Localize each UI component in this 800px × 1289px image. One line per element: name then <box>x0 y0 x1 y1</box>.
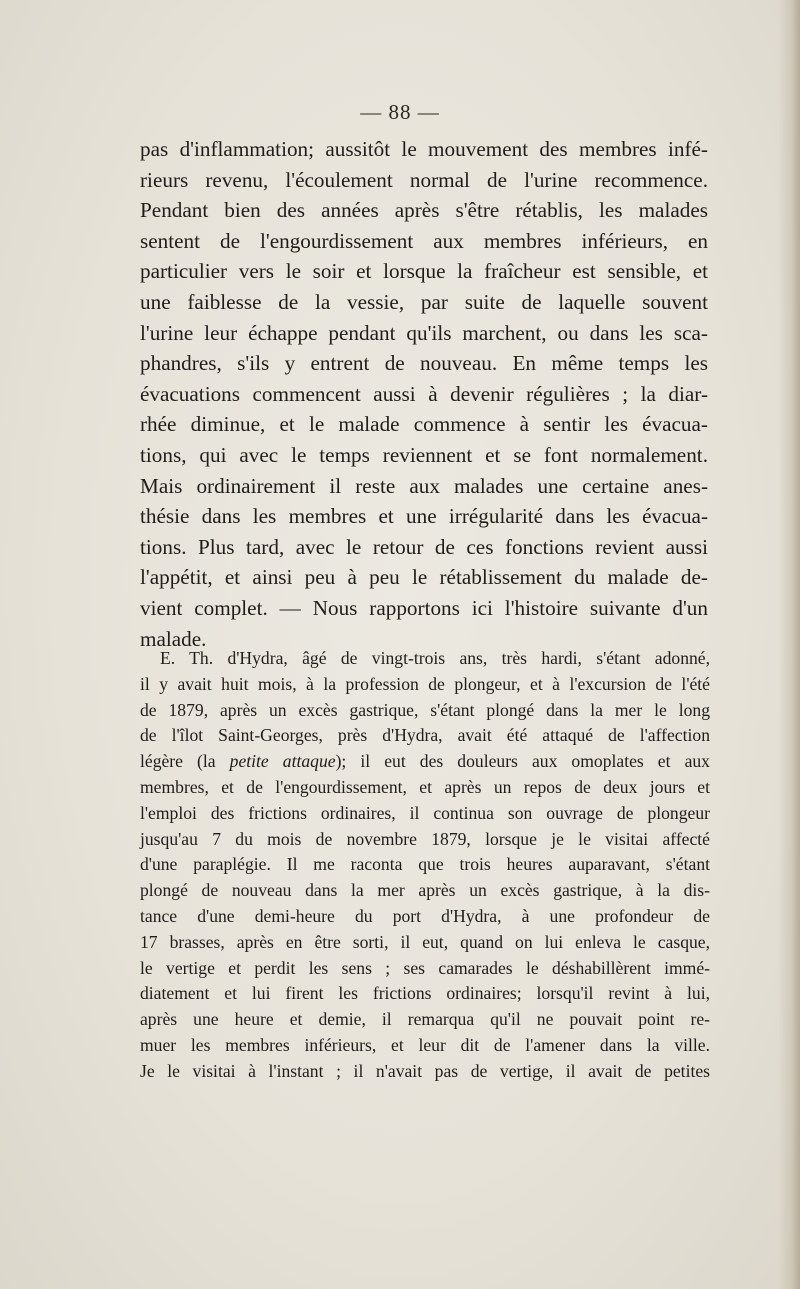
case-line: de l'îlot Saint-Georges, près d'Hydra, avait été attaqué de l'affection <box>140 725 710 746</box>
text-line: rieurs revenu, l'écoulement normal de l'urine recommence. <box>140 167 708 192</box>
text-line: rhée diminue, et le malade commence à sentir les évacua- <box>140 412 708 437</box>
page-edge-shadow <box>778 0 800 1289</box>
text-line: Pendant bien des années après s'être rétablis, les malades <box>140 198 708 223</box>
text-line: l'urine leur échappe pendant qu'ils marchent, ou dans les sca- <box>140 320 708 345</box>
text-line: une faiblesse de la vessie, par suite de laquelle souvent <box>140 289 708 314</box>
text-line: vient complet. — Nous rapportons ici l'histoire suivante d'un <box>140 595 708 620</box>
text-line: sentent de l'engourdissement aux membres inférieurs, en <box>140 228 708 253</box>
text-line: tions. Plus tard, avec le retour de ces fonctions revient aussi <box>140 534 708 559</box>
case-line: 17 brasses, après en être sorti, il eut, quand on lui enleva le casque, <box>140 931 710 952</box>
case-line-text: légère (la <box>140 751 230 772</box>
case-line: diatement et lui firent les frictions ordinaires; lorsqu'il revint à lui, <box>140 983 710 1004</box>
text-line: évacuations commencent aussi à devenir régulières ; la diar- <box>140 381 708 406</box>
text-line: pas d'inflammation; aussitôt le mouvement des membres infé- <box>140 137 708 161</box>
case-line: tance d'une demi-heure du port d'Hydra, à une profondeur de <box>140 905 710 926</box>
main-paragraph <box>140 134 708 654</box>
text-line: thésie dans les membres et une irrégularité dans les évacua- <box>140 504 708 529</box>
case-line: après une heure et demie, il remarqua qu'il ne pouvait point re- <box>140 1009 710 1030</box>
text-line: tions, qui avec le temps reviennent et se font normalement. <box>140 442 708 467</box>
case-line: le vertige et perdit les sens ; ses camarades le déshabillèrent immé- <box>140 957 710 978</box>
text-line: phandres, s'ils y entrent de nouveau. En même temps les <box>140 351 708 376</box>
case-line: de 1879, après un excès gastrique, s'étant plongé dans la mer le long <box>140 699 710 720</box>
text-line: l'appétit, et ainsi peu à peu le rétablissement du malade de- <box>140 565 708 590</box>
case-line: membres, et de l'engourdissement, et après un repos de deux jours et <box>140 776 710 797</box>
case-line-text: ); il eut des douleurs aux omoplates et aux <box>335 751 710 772</box>
case-line: l'emploi des frictions ordinaires, il continua son ouvrage de plongeur <box>140 802 710 823</box>
text-line: particulier vers le soir et lorsque la fraîcheur est sensible, et <box>140 259 708 284</box>
case-line: il y avait huit mois, à la profession de plongeur, et à l'excursion de l'été <box>140 673 710 694</box>
case-line: d'une paraplégie. Il me raconta que trois heures auparavant, s'étant <box>140 854 710 875</box>
italic-term: petite attaque <box>229 751 336 772</box>
case-line: Je le visitai à l'instant ; il n'avait pas de vertige, il avait de petites <box>140 1060 710 1081</box>
case-line: muer les membres inférieurs, et leur dit de l'amener dans la ville. <box>140 1034 710 1055</box>
case-line: E. Th. d'Hydra, âgé de vingt-trois ans, très hardi, s'étant adonné, <box>160 648 710 668</box>
case-line: plongé de nouveau dans la mer après un excès gastrique, à la dis- <box>140 880 710 901</box>
case-line: jusqu'au 7 du mois de novembre 1879, lorsque je le visitai affecté <box>140 828 710 849</box>
page-number: — 88 — <box>360 100 440 124</box>
case-line <box>140 749 710 775</box>
case-history-paragraph <box>140 646 710 1085</box>
text-line: Mais ordinairement il reste aux malades une certaine anes- <box>140 473 708 498</box>
text-line: malade. <box>140 626 207 651</box>
